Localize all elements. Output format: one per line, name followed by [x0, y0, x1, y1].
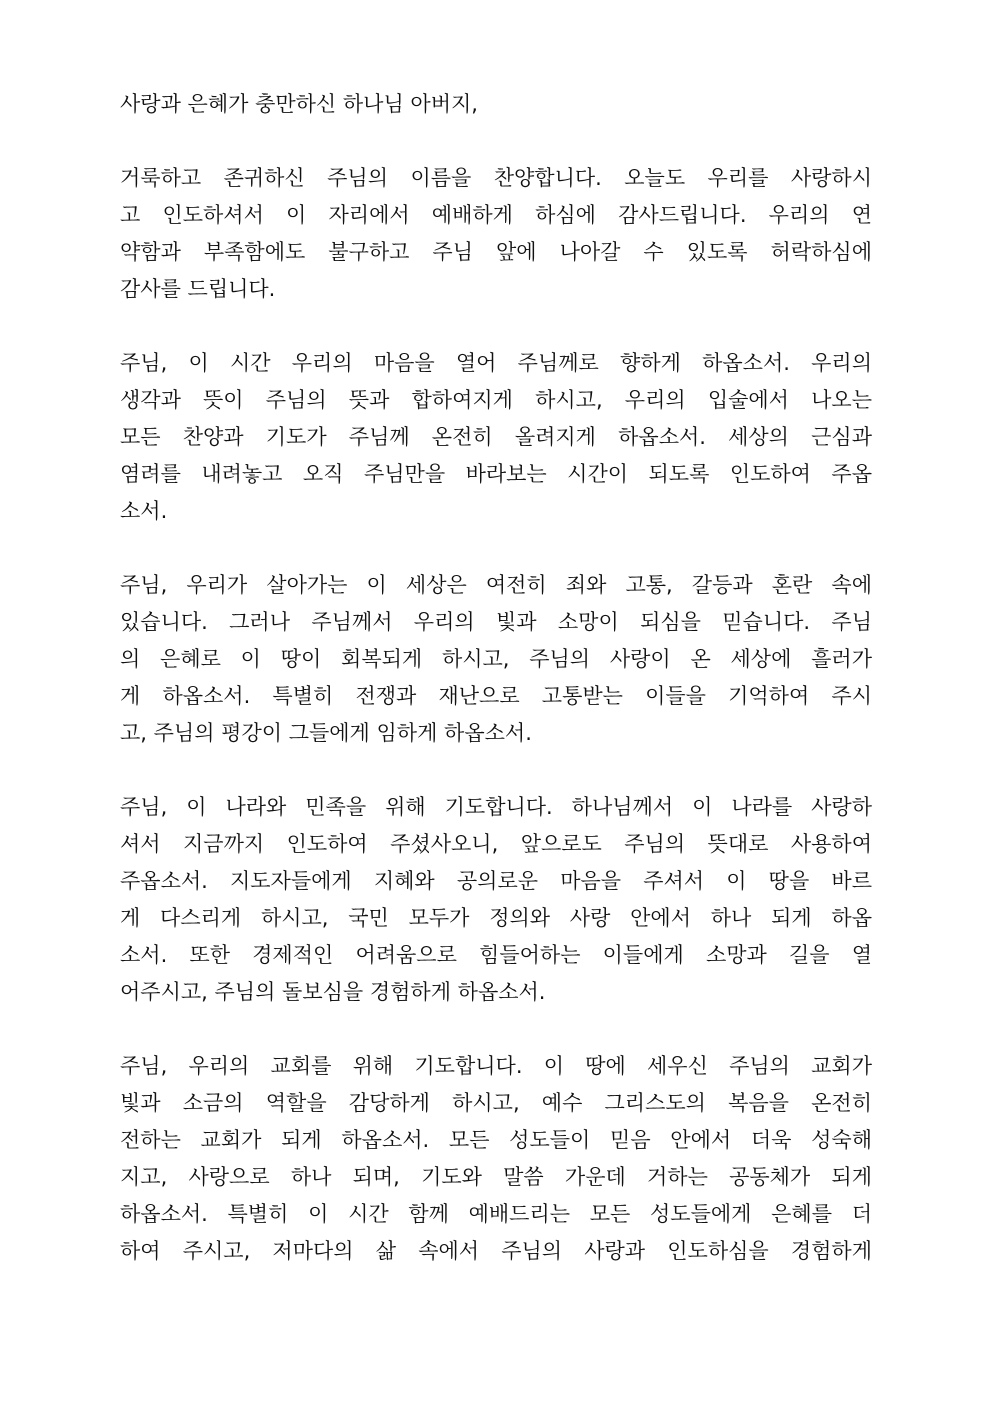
paragraph-line: 게 하옵소서. 특별히 전쟁과 재난으로 고통받는 이들을 기억하여 주시: [120, 684, 872, 708]
paragraph-open-hearts: [120, 345, 872, 530]
paragraph-praise: [120, 160, 872, 308]
paragraph-line: 생각과 뜻이 주님의 뜻과 합하여지게 하시고, 우리의 입술에서 나오는: [120, 388, 872, 412]
paragraph-line: 모든 찬양과 기도가 주님께 온전히 올려지게 하옵소서. 세상의 근심과: [120, 425, 872, 449]
paragraph-line: 전하는 교회가 되게 하옵소서. 모든 성도들이 믿음 안에서 더욱 성숙해: [120, 1128, 872, 1152]
paragraph-line: 염려를 내려놓고 오직 주님만을 바라보는 시간이 되도록 인도하여 주옵: [120, 462, 872, 486]
paragraph-line: 약함과 부족함에도 불구하고 주님 앞에 나아갈 수 있도록 허락하심에: [120, 240, 872, 264]
paragraph-line: 셔서 지금까지 인도하여 주셨사오니, 앞으로도 주님의 뜻대로 사용하여: [120, 832, 872, 856]
paragraph-line: 의 은혜로 이 땅이 회복되게 하시고, 주님의 사랑이 온 세상에 흘러가: [120, 647, 872, 671]
paragraph-line: 주님, 이 나라와 민족을 위해 기도합니다. 하나님께서 이 나라를 사랑하: [120, 795, 872, 819]
paragraph-line: 어주시고, 주님의 돌보심을 경험하게 하옵소서.: [120, 980, 546, 1004]
paragraph-line: 고 인도하셔서 이 자리에서 예배하게 하심에 감사드립니다. 우리의 연: [120, 203, 872, 227]
paragraph-line: 지고, 사랑으로 하나 되며, 기도와 말씀 가운데 거하는 공동체가 되게: [120, 1165, 872, 1189]
paragraph-church: [120, 1048, 872, 1270]
paragraph-line: 하옵소서. 특별히 이 시간 함께 예배드리는 모든 성도들에게 은혜를 더: [120, 1202, 872, 1226]
paragraph-line: 소서. 또한 경제적인 어려움으로 힘들어하는 이들에게 소망과 길을 열: [120, 943, 872, 967]
paragraph-line: 감사를 드립니다.: [120, 277, 276, 301]
document-page: [120, 86, 872, 1307]
greeting-line: 사랑과 은혜가 충만하신 하나님 아버지,: [120, 92, 478, 116]
paragraph-line: 거룩하고 존귀하신 주님의 이름을 찬양합니다. 오늘도 우리를 사랑하시: [120, 166, 872, 190]
paragraph-line: 게 다스리게 하시고, 국민 모두가 정의와 사랑 안에서 하나 되게 하옵: [120, 906, 872, 930]
paragraph-line: 주님, 이 시간 우리의 마음을 열어 주님께로 향하게 하옵소서. 우리의: [120, 351, 872, 375]
paragraph-world: [120, 567, 872, 752]
paragraph-line: 주님, 우리의 교회를 위해 기도합니다. 이 땅에 세우신 주님의 교회가: [120, 1054, 872, 1078]
paragraph-line: 소서.: [120, 499, 168, 523]
paragraph-nation: [120, 789, 872, 1011]
paragraph-line: 빛과 소금의 역할을 감당하게 하시고, 예수 그리스도의 복음을 온전히: [120, 1091, 872, 1115]
paragraph-line: 고, 주님의 평강이 그들에게 임하게 하옵소서.: [120, 721, 532, 745]
paragraph-line: 하여 주시고, 저마다의 삶 속에서 주님의 사랑과 인도하심을 경험하게: [120, 1239, 872, 1263]
paragraph-line: 있습니다. 그러나 주님께서 우리의 빛과 소망이 되심을 믿습니다. 주님: [120, 610, 872, 634]
paragraph-line: 주옵소서. 지도자들에게 지혜와 공의로운 마음을 주셔서 이 땅을 바르: [120, 869, 872, 893]
paragraph-line: 주님, 우리가 살아가는 이 세상은 여전히 죄와 고통, 갈등과 혼란 속에: [120, 573, 872, 597]
